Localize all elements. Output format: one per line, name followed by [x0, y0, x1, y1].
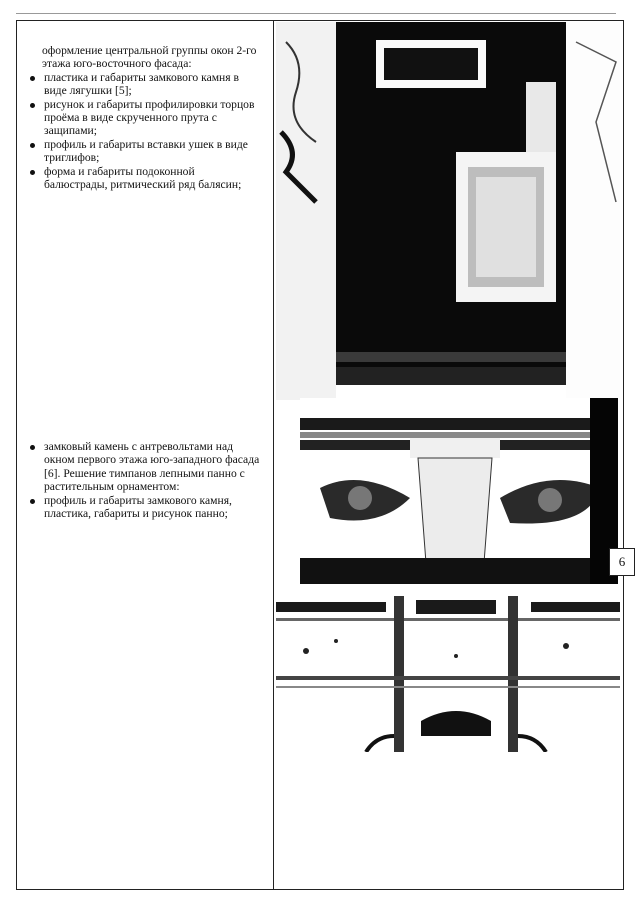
- bullet-icon: [30, 76, 35, 81]
- keystone-photo: [300, 398, 618, 584]
- bullet-icon: [30, 103, 35, 108]
- cornice-photo: [276, 596, 620, 752]
- list-item: профиль и габариты вставки ушек в виде триглифов;: [28, 138, 260, 165]
- bullet-list: [28, 71, 260, 192]
- text-block-keystone: [28, 440, 260, 520]
- bullet-list: [28, 440, 260, 520]
- top-rule: [16, 13, 616, 14]
- bullet-icon: [30, 143, 35, 148]
- column-divider: [273, 20, 274, 890]
- bullet-icon: [30, 499, 35, 504]
- list-item: пластика и габариты замкового камня в виде лягушки [5];: [28, 71, 260, 98]
- list-item: профиль и габариты замкового камня, пластика, габариты и рисунок панно;: [28, 494, 260, 521]
- bullet-icon: [30, 445, 35, 450]
- bullet-icon: [30, 170, 35, 175]
- block-lead: оформление центральной группы окон 2-го этажа юго-восточного фасада:: [42, 44, 257, 71]
- page-number: 6: [609, 548, 635, 576]
- text-block-window-group: [28, 44, 260, 191]
- list-item: рисунок и габариты профилировки торцов проёма в виде скрученного прута с защипами;: [28, 98, 260, 138]
- list-item: замковый камень с антревольтами над окном первого этажа юго-западного фасада [6]. Решение тимпанов лепными панно с растительным орнаментом:: [28, 440, 260, 494]
- list-item: форма и габариты подоконной балюстрады, ритмический ряд балясин;: [28, 165, 260, 192]
- facade-window-photo: [276, 22, 620, 400]
